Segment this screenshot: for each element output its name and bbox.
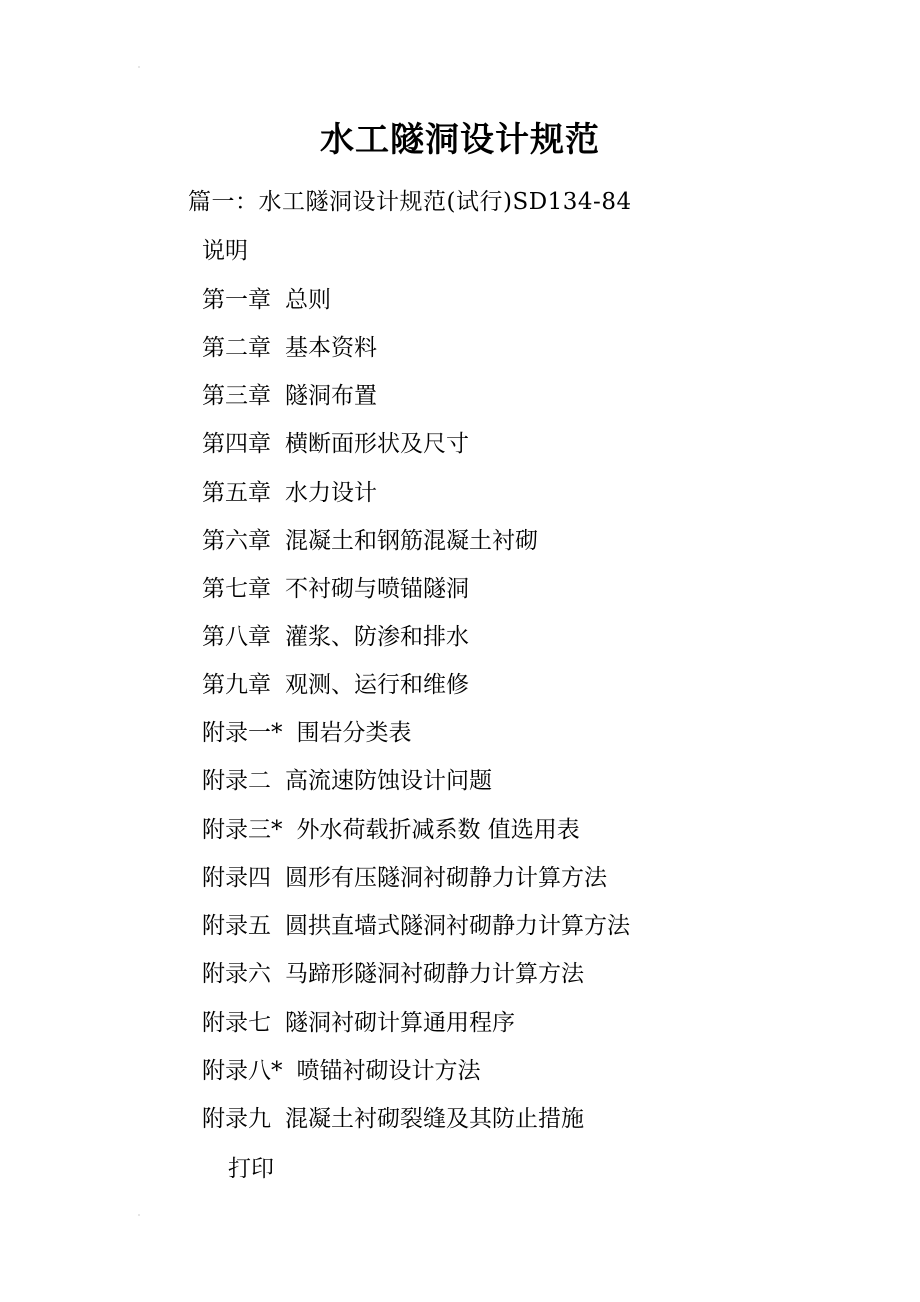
toc-item-number: 附录七: [202, 1010, 271, 1036]
toc-item-title: 隧洞布置: [285, 383, 377, 409]
print-link[interactable]: 打印: [228, 1156, 274, 1182]
toc-item-title: 马蹄形隧洞衬砌静力计算方法: [285, 961, 584, 987]
toc-item-title: 水力设计: [285, 480, 377, 506]
toc-item-title: 围岩分类表: [296, 720, 412, 746]
intro-line: 说明: [202, 238, 248, 264]
toc-item: [202, 811, 580, 844]
toc-item: [202, 1004, 515, 1037]
toc-item: [202, 666, 469, 699]
toc-item-number: 第一章: [202, 287, 271, 313]
toc-item-number: 第五章: [202, 480, 271, 506]
toc-item-number: 第八章: [202, 624, 271, 650]
toc-item-number: 附录一*: [202, 720, 283, 746]
toc-item-number: 第六章: [202, 528, 271, 554]
toc-item-number: 第七章: [202, 576, 271, 602]
toc-item-number: 附录三*: [202, 817, 283, 843]
toc-item-number: 附录九: [202, 1106, 271, 1132]
toc-item-number: 附录八*: [202, 1058, 283, 1084]
toc-item-number: 第四章: [202, 431, 271, 457]
toc-item: [202, 474, 377, 507]
toc-item-title: 圆拱直墙式隧洞衬砌静力计算方法: [285, 913, 630, 939]
toc-item-title: 隧洞衬砌计算通用程序: [285, 1010, 515, 1036]
toc-item-number: 第二章: [202, 335, 271, 361]
toc-item: [202, 1052, 481, 1085]
toc-item: [202, 329, 377, 362]
toc-item-title: 喷锚衬砌设计方法: [296, 1058, 481, 1084]
toc-item-number: 附录五: [202, 913, 271, 939]
toc-item: [202, 714, 412, 747]
scan-speck: [138, 66, 140, 68]
toc-item-title: 混凝土衬砌裂缝及其防止措施: [285, 1106, 584, 1132]
toc-item-number: 附录六: [202, 961, 271, 987]
toc-item: [202, 377, 377, 410]
toc-item-number: 附录四: [202, 865, 271, 891]
toc-item: [202, 955, 584, 988]
toc-item: [202, 762, 492, 795]
toc-item-number: 附录二: [202, 768, 271, 794]
toc-item: [202, 522, 538, 555]
toc-item-title: 混凝土和钢筋混凝土衬砌: [285, 528, 538, 554]
toc-item: [202, 281, 331, 314]
toc-item-title: 总则: [285, 287, 331, 313]
toc-item-title: 高流速防蚀设计问题: [285, 768, 492, 794]
toc-item: [202, 570, 469, 603]
toc-item: [202, 907, 630, 940]
toc-item-title: 基本资料: [285, 335, 377, 361]
toc-item-title: 观测、运行和维修: [285, 672, 469, 698]
scan-speck: [138, 1214, 140, 1216]
toc-item: [202, 425, 469, 458]
toc-item-title: 灌浆、防渗和排水: [285, 624, 469, 650]
toc-item-title: 横断面形状及尺寸: [285, 431, 469, 457]
toc-item-number: 第九章: [202, 672, 271, 698]
document-subtitle: 篇一：水工隧洞设计规范(试行)SD134-84: [188, 189, 632, 215]
toc-item: [202, 1100, 584, 1133]
toc-item-title: 不衬砌与喷锚隧洞: [285, 576, 469, 602]
toc-item-number: 第三章: [202, 383, 271, 409]
toc-item: [202, 618, 469, 651]
toc-item: [202, 859, 607, 892]
page-title: 水工隧洞设计规范: [320, 120, 600, 160]
toc-item-title: 外水荷载折减系数 值选用表: [296, 817, 580, 843]
toc-item-title: 圆形有压隧洞衬砌静力计算方法: [285, 865, 607, 891]
